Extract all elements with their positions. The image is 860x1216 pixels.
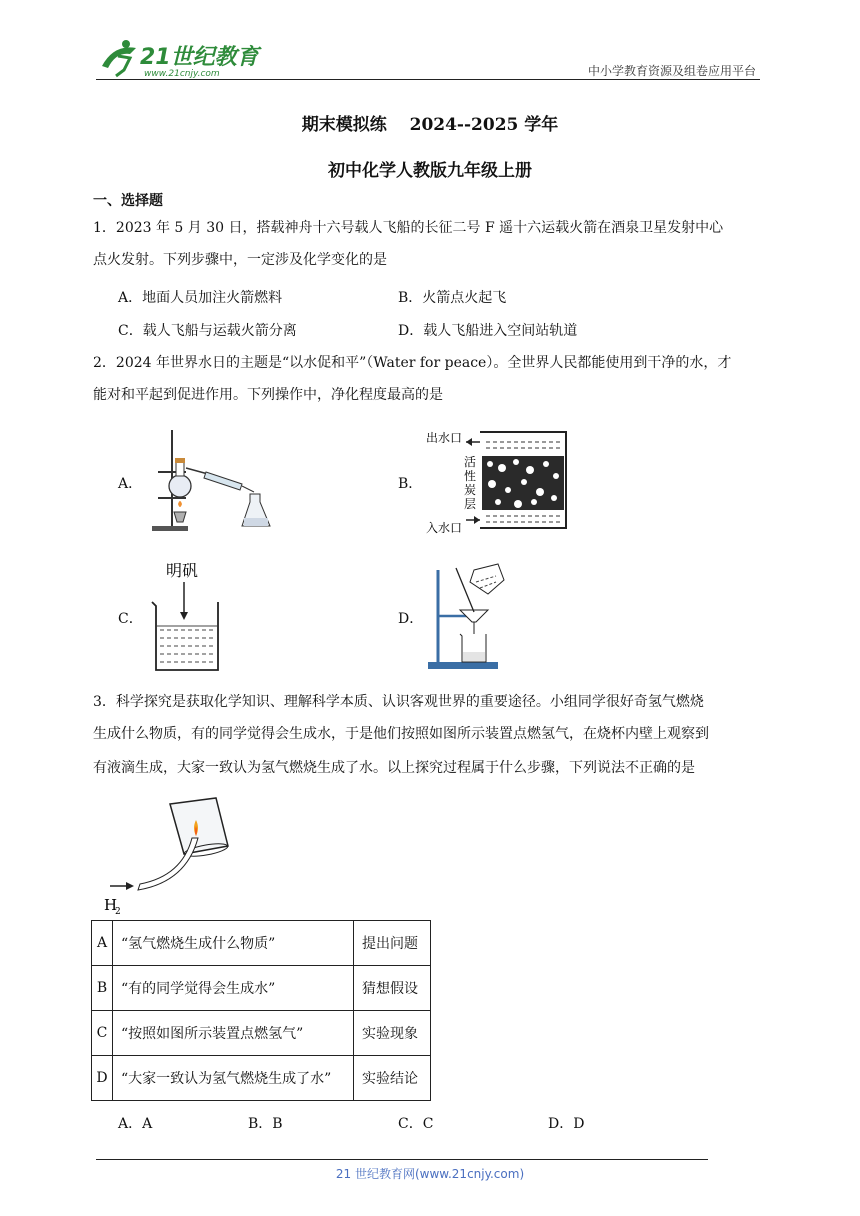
table-cell: “有的同学觉得会生成水” [113,966,354,1011]
table-cell: “按照如图所示装置点燃氢气” [113,1011,354,1056]
filter-layer-char-2: 性 [464,469,477,483]
q3-option-b: B．B [248,1116,283,1132]
header-platform-text: 中小学教育资源及组卷应用平台 [587,64,756,78]
q3-text-line3: 有液滴生成，大家一致认为氢气燃烧生成了水。以上探究过程属于什么步骤，下列说法不正确的是 [93,760,695,776]
q2-text-line2: 能对和平起到促进作用。下列操作中，净化程度最高的是 [93,387,443,403]
q3-text-line2: 生成什么物质，有的同学觉得会生成水，于是他们按照如图所示装置点燃氢气，在烧杯内壁上观察到 [93,726,709,742]
filter-layer-char-4: 层 [464,497,477,511]
alum-label: 明矾 [166,561,199,580]
q1-text-line2: 点火发射。下列步骤中，一定涉及化学变化的是 [93,252,387,268]
q1-option-d: D．载人飞船进入空间站轨道 [398,323,578,339]
table-cell: D [92,1056,113,1101]
table-cell: “大家一致认为氢气燃烧生成了水” [113,1056,354,1101]
hydrogen-formula: H [104,896,118,914]
q2-label-d: D． [398,611,424,627]
table-cell: A [92,921,113,966]
section-heading: 一、选择题 [93,193,163,209]
site-logo [96,36,266,80]
q2-text-line1: 2．2024 年世界水日的主题是“以水促和平”（Water for peace）。全世界人民都能使用到干净的水，才 [93,355,732,371]
q3-steps-table [91,920,431,1101]
footer-divider [96,1159,708,1160]
filter-outlet-label: 出水口 [426,431,463,445]
table-row [92,1056,431,1101]
filtration-apparatus-figure [426,560,506,676]
table-row [92,966,431,1011]
q1-option-a: A．地面人员加注火箭燃料 [118,290,283,306]
hydrogen-formula-sub: 2 [115,907,121,914]
table-cell: “氢气燃烧生成什么物质” [113,921,354,966]
table-cell: 提出问题 [354,921,431,966]
q1-option-b: B．火箭点火起飞 [398,290,507,306]
header-divider [96,79,760,80]
footer-link[interactable]: 21 世纪教育网(www.21cnjy.com) [335,1167,525,1181]
activated-carbon-filter-figure [426,428,571,540]
distillation-apparatus-figure [146,428,276,538]
logo-sub: www.21cnjy.com [144,69,220,79]
q1-text-line1: 1．2023 年 5 月 30 日，搭载神舟十六号载人飞船的长征二号 F 遥十六运载火箭在酒泉卫星发射中心 [93,220,724,236]
q3-text-line1: 3．科学探究是获取化学知识、理解科学本质、认识客观世界的重要途径。小组同学很好奇氢气燃烧 [93,694,704,710]
filter-layer-char-3: 炭 [464,483,477,497]
q3-option-d: D．D [548,1116,585,1132]
filter-layer-char-1: 活 [464,455,477,469]
page-subtitle: 初中化学人教版九年级上册 [328,161,532,181]
q3-option-a: A．A [118,1116,153,1132]
alum-beaker-figure [146,558,226,680]
filter-inlet-label: 入水口 [426,521,463,535]
q2-label-a: A． [118,476,143,492]
q2-label-c: C． [118,611,143,627]
table-cell: 实验结论 [354,1056,431,1101]
table-cell: 实验现象 [354,1011,431,1056]
q3-option-c: C．C [398,1116,434,1132]
page-title: 期末模拟练 2024--2025 学年 [301,115,559,135]
hydrogen-burning-figure [100,796,240,918]
table-cell: C [92,1011,113,1056]
table-row [92,1011,431,1056]
q1-option-c: C．载人飞船与运载火箭分离 [118,323,297,339]
logo-text: 21世纪教育 [140,45,259,70]
table-cell: B [92,966,113,1011]
table-cell: 猜想假设 [354,966,431,1011]
table-row [92,921,431,966]
q2-label-b: B． [398,476,423,492]
